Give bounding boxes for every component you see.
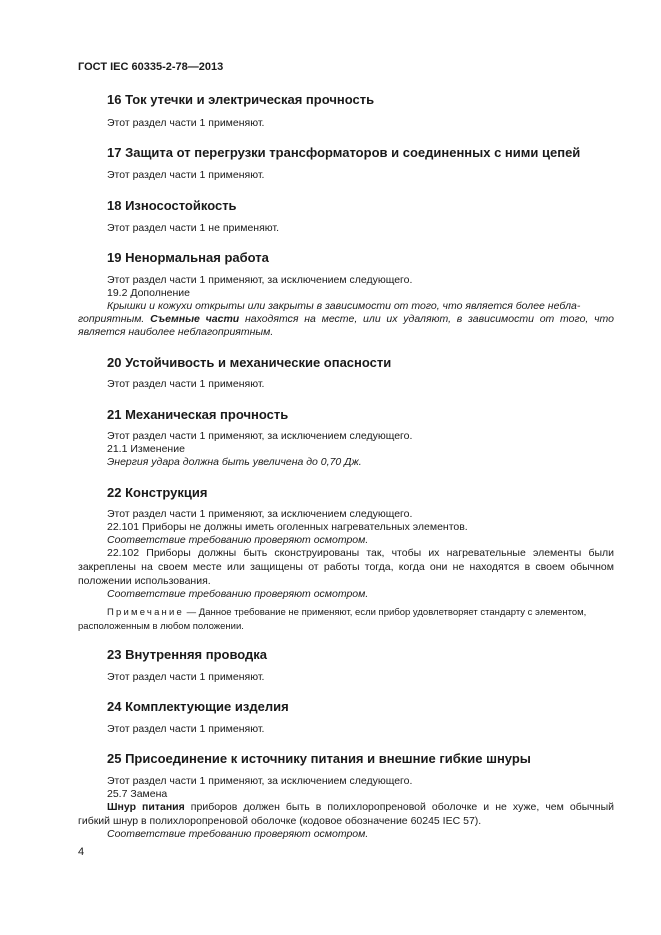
- section-19-line2-start: гоприятным.: [78, 313, 151, 325]
- section-18-title: 18 Износостойкость: [107, 198, 237, 213]
- section-19-line2-end: находятся на месте, или их удаляют, в зависимости от того, что: [239, 313, 615, 325]
- section-25-cord-line1-text: приборов должен быть в полихлоропреновой оболочке и не хуже, чем обычный: [184, 801, 614, 813]
- section-21-title: 21 Механическая прочность: [107, 407, 289, 422]
- section-23-title: 23 Внутренняя проводка: [107, 647, 268, 662]
- clause-22-101-check: Соответствие требованию проверяют осмотром.: [107, 534, 369, 546]
- power-cord-term: Шнур питания: [107, 801, 185, 813]
- page-number: 4: [78, 846, 85, 858]
- section-22-title: 22 Конструкция: [107, 485, 208, 500]
- section-18-text: Этот раздел части 1 не применяют.: [107, 222, 279, 234]
- section-20-text: Этот раздел части 1 применяют.: [107, 378, 265, 390]
- clause-22-102-line3: положении использования.: [78, 575, 211, 587]
- section-25-cord-line2: гибкий шнур в полихлоропреновой оболочке (кодовое обозначение 60245 IEC 57).: [78, 815, 482, 827]
- section-16-title: 16 Ток утечки и электрическая прочность: [107, 92, 375, 107]
- note-label: Примечание: [107, 607, 184, 618]
- section-21-energy: Энергия удара должна быть увеличена до 0,70 Дж.: [107, 456, 362, 468]
- clause-22-102-line1: 22.102 Приборы должны быть сконструированы так, чтобы их нагревательные элементы были: [107, 547, 614, 559]
- note-line2: расположенным в любом положении.: [78, 621, 244, 632]
- section-17-text: Этот раздел части 1 применяют.: [107, 169, 265, 181]
- section-24-title: 24 Комплектующие изделия: [107, 699, 289, 714]
- section-25-subclause: 25.7 Замена: [107, 788, 168, 800]
- section-21-subclause: 21.1 Изменение: [107, 443, 185, 455]
- section-19-text: Этот раздел части 1 применяют, за исключением следующего.: [107, 274, 413, 286]
- section-21-text: Этот раздел части 1 применяют, за исключением следующего.: [107, 430, 413, 442]
- section-20-title: 20 Устойчивость и механические опасности: [107, 355, 392, 370]
- note-text: — Данное требование не применяют, если прибор удовлетворяет стандарту с элементом,: [184, 607, 587, 618]
- section-19-subclause: 19.2 Дополнение: [107, 287, 190, 299]
- standard-designation: ГОСТ IEC 60335-2-78—2013: [78, 61, 224, 73]
- section-25-title: 25 Присоединение к источнику питания и внешние гибкие шнуры: [107, 751, 531, 766]
- clause-22-101: 22.101 Приборы не должны иметь оголенных нагревательных элементов.: [107, 521, 468, 533]
- note-line1: [107, 606, 586, 619]
- section-24-text: Этот раздел части 1 применяют.: [107, 723, 265, 735]
- section-19-line2: [78, 313, 614, 326]
- clause-22-102-check: Соответствие требованию проверяют осмотром.: [107, 588, 369, 600]
- section-19-title: 19 Ненормальная работа: [107, 250, 269, 265]
- section-25-check: Соответствие требованию проверяют осмотром.: [107, 828, 369, 840]
- section-19-line3: является наиболее неблагоприятным.: [78, 326, 274, 338]
- section-16-text: Этот раздел части 1 применяют.: [107, 117, 265, 129]
- section-23-text: Этот раздел части 1 применяют.: [107, 671, 265, 683]
- section-25-text: Этот раздел части 1 применяют, за исключением следующего.: [107, 775, 413, 787]
- section-17-title: 17 Защита от перегрузки трансформаторов и соединенных с ними цепей: [107, 145, 581, 160]
- section-22-text: Этот раздел части 1 применяют, за исключением следующего.: [107, 508, 413, 520]
- section-25-cord-line1: [107, 801, 614, 814]
- clause-22-102-line2: закреплены на своем месте или защищены от работы тогда, когда они не находятся в своем обычном: [78, 561, 614, 573]
- removable-parts-term: Съемные части: [150, 313, 240, 325]
- section-19-line1: Крышки и кожухи открыты или закрыты в зависимости от того, что является более небла-: [107, 300, 581, 312]
